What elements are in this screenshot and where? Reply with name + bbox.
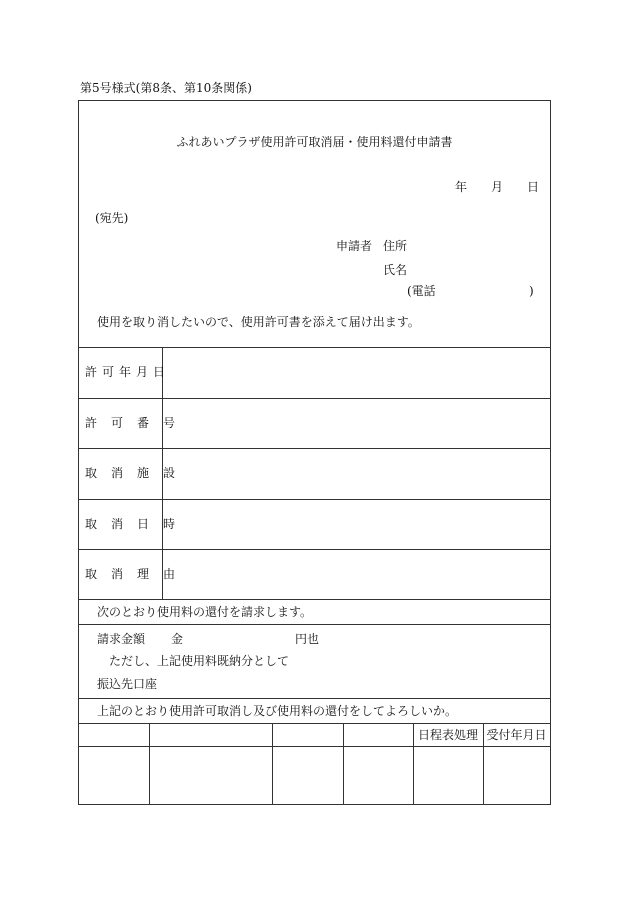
approval-statement: 上記のとおり使用許可取消し及び使用料の還付をしてよろしいか。	[97, 704, 458, 718]
form-title: ふれあいプラザ使用許可取消届・使用料還付申請書	[176, 135, 453, 149]
addressee-label: (宛先)	[95, 211, 129, 225]
row-cancel-reason-value[interactable]	[169, 567, 539, 581]
row-permit-number-value[interactable]	[169, 416, 539, 430]
approval-header-received-date: 受付年月日	[486, 728, 547, 742]
row-permit-date-label: 許可年月日	[85, 365, 171, 379]
row-permit-number-label: 許可番号	[85, 416, 190, 430]
row-cancel-datetime-value[interactable]	[169, 517, 539, 531]
refund-amount-suffix: 円也	[295, 632, 320, 646]
row-permit-date-value[interactable]	[169, 365, 539, 379]
applicant-label: 申請者	[336, 239, 373, 253]
cancel-statement: 使用を取り消したいので、使用許可書を添えて届け出ます。	[97, 315, 420, 329]
date-year-label: 年	[455, 180, 468, 194]
bank-account-label: 振込先口座	[97, 677, 158, 691]
refund-request-text: 次のとおり使用料の還付を請求します。	[97, 605, 313, 619]
row-cancel-datetime-label: 取消日時	[85, 517, 190, 531]
row-cancel-reason-label: 取消理由	[85, 567, 190, 581]
refund-note: ただし、上記使用料既納分として	[109, 654, 290, 668]
date-month-label: 月	[491, 180, 504, 194]
row-cancel-facility-label: 取消施設	[85, 466, 190, 480]
phone-label-open: (電話	[407, 284, 436, 298]
name-label: 氏名	[383, 263, 408, 277]
refund-amount-label: 請求金額	[97, 632, 146, 646]
phone-label-close: )	[529, 284, 534, 298]
address-label: 住所	[383, 239, 408, 253]
row-cancel-facility-value[interactable]	[169, 466, 539, 480]
date-day-label: 日	[527, 180, 540, 194]
form-box	[78, 100, 551, 805]
form-number: 第5号様式(第8条、第10条関係)	[80, 81, 252, 95]
refund-amount-prefix: 金	[171, 632, 184, 646]
approval-header-schedule: 日程表処理	[417, 728, 478, 742]
